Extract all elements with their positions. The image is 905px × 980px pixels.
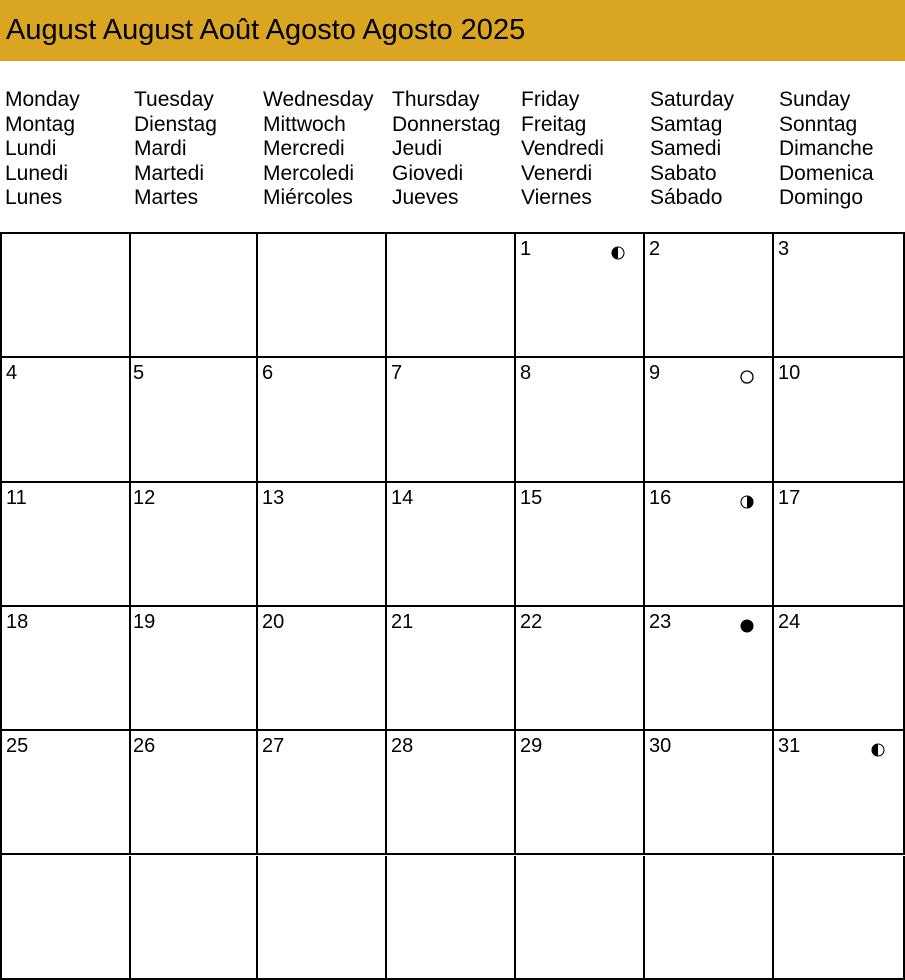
full-moon-icon xyxy=(740,370,754,384)
weekday-name: Dienstag xyxy=(134,112,217,136)
day-number: 21 xyxy=(391,610,414,633)
calendar-empty-cell xyxy=(645,856,774,980)
calendar-day-cell xyxy=(645,483,774,607)
day-number: 15 xyxy=(520,486,543,509)
day-number: 13 xyxy=(262,486,285,509)
calendar-day-cell xyxy=(387,483,516,607)
weekday-name: Venerdi xyxy=(521,161,593,185)
weekday-header-saturday xyxy=(645,88,774,211)
calendar-day-cell xyxy=(2,607,131,731)
weekday-name: Sábado xyxy=(650,186,723,210)
calendar-empty-cell xyxy=(2,856,131,980)
day-number: 16 xyxy=(649,486,672,509)
calendar-header-bar xyxy=(0,0,905,61)
day-number: 30 xyxy=(649,735,672,758)
day-number: 25 xyxy=(6,735,29,758)
weekday-name: Martes xyxy=(134,186,199,210)
day-number: 24 xyxy=(778,610,801,633)
weekday-name: Mittwoch xyxy=(263,112,346,136)
day-number: 8 xyxy=(520,362,532,385)
weekday-header-monday xyxy=(0,88,129,211)
calendar-day-cell xyxy=(387,607,516,731)
weekday-name: Domingo xyxy=(779,186,864,210)
day-number: 18 xyxy=(6,610,29,633)
weekday-name: Montag xyxy=(5,112,76,136)
calendar-day-cell xyxy=(258,731,387,855)
weekday-name: Mardi xyxy=(134,137,187,161)
calendar-day-cell xyxy=(516,731,645,855)
calendar-day-cell xyxy=(2,358,131,482)
weekday-header-tuesday xyxy=(129,88,258,211)
weekday-name: Dimanche xyxy=(779,137,874,161)
day-number: 3 xyxy=(778,238,790,260)
calendar-day-cell xyxy=(2,483,131,607)
calendar-day-cell xyxy=(258,607,387,731)
weekday-name: Jeudi xyxy=(392,137,443,161)
weekday-name: Donnerstag xyxy=(392,112,501,136)
calendar-empty-cell xyxy=(129,234,258,358)
calendar-empty-cell xyxy=(2,234,131,358)
weekday-name: Jueves xyxy=(392,186,459,210)
day-number: 26 xyxy=(133,735,156,758)
weekday-headers xyxy=(0,88,905,218)
calendar-day-cell xyxy=(258,483,387,607)
weekday-name: Sabato xyxy=(650,161,717,185)
calendar-grid xyxy=(0,232,905,980)
weekday-name: Thursday xyxy=(392,88,480,111)
day-number: 5 xyxy=(133,362,145,385)
weekday-name: Viernes xyxy=(521,186,592,210)
day-number: 23 xyxy=(649,610,672,633)
calendar-day-cell xyxy=(645,234,774,358)
weekday-header-wednesday xyxy=(258,88,387,211)
day-number: 20 xyxy=(262,610,285,633)
calendar-empty-cell xyxy=(258,234,387,358)
weekday-name: Giovedi xyxy=(392,161,464,185)
last-quarter-moon-icon xyxy=(740,495,754,509)
calendar-day-cell xyxy=(774,483,905,607)
calendar-day-cell xyxy=(2,731,131,855)
day-number: 10 xyxy=(778,362,801,385)
day-number: 12 xyxy=(133,486,156,509)
day-number: 27 xyxy=(262,735,285,758)
weekday-name: Monday xyxy=(5,88,80,111)
weekday-name: Saturday xyxy=(650,88,735,111)
day-number: 11 xyxy=(6,486,27,509)
weekday-name: Miércoles xyxy=(263,186,353,210)
weekday-name: Mercoledi xyxy=(263,161,355,185)
day-number: 4 xyxy=(6,362,18,385)
weekday-name: Friday xyxy=(521,88,580,111)
calendar-day-cell xyxy=(645,358,774,482)
day-number: 29 xyxy=(520,735,543,758)
calendar-empty-cell xyxy=(516,856,645,980)
day-number: 22 xyxy=(520,610,543,633)
calendar-day-cell xyxy=(387,731,516,855)
weekday-name: Samedi xyxy=(650,137,722,161)
calendar-title: August August Août Agosto Agosto 2025 xyxy=(6,14,526,46)
day-number: 17 xyxy=(778,486,801,509)
calendar-day-cell xyxy=(516,483,645,607)
weekday-name: Vendredi xyxy=(521,137,604,161)
calendar-day-cell xyxy=(129,358,258,482)
day-number: 1 xyxy=(520,238,532,260)
weekday-name: Sunday xyxy=(779,88,851,111)
day-number: 19 xyxy=(133,610,156,633)
weekday-name: Samtag xyxy=(650,112,723,136)
calendar-day-cell xyxy=(129,483,258,607)
day-number: 28 xyxy=(391,735,414,758)
day-number: 31 xyxy=(778,735,801,758)
weekday-name: Martedi xyxy=(134,161,205,185)
weekday-name: Freitag xyxy=(521,112,587,136)
weekday-name: Lunedi xyxy=(5,161,69,185)
weekday-name: Sonntag xyxy=(779,112,858,136)
day-number: 14 xyxy=(391,486,414,509)
calendar-day-cell xyxy=(258,358,387,482)
calendar-empty-cell xyxy=(258,856,387,980)
weekday-name: Tuesday xyxy=(134,88,214,111)
weekday-name: Domenica xyxy=(779,161,874,185)
calendar-day-cell xyxy=(774,234,905,358)
weekday-name: Mercredi xyxy=(263,137,345,161)
weekday-name: Wednesday xyxy=(263,88,374,111)
day-number: 9 xyxy=(649,362,661,385)
first-quarter-moon-icon xyxy=(611,246,625,260)
weekday-header-sunday xyxy=(774,88,903,211)
day-number: 2 xyxy=(649,238,661,260)
calendar-day-cell xyxy=(516,358,645,482)
weekday-name: Lundi xyxy=(5,137,57,161)
calendar-day-cell xyxy=(774,731,905,855)
calendar-day-cell xyxy=(129,731,258,855)
calendar-day-cell xyxy=(645,731,774,855)
calendar-day-cell xyxy=(774,358,905,482)
calendar-day-cell xyxy=(129,607,258,731)
calendar-day-cell xyxy=(645,607,774,731)
first-quarter-moon-icon xyxy=(871,743,885,757)
new-moon-icon xyxy=(740,619,754,633)
calendar-day-cell xyxy=(516,607,645,731)
day-number: 6 xyxy=(262,362,274,385)
weekday-header-thursday xyxy=(387,88,516,211)
calendar-day-cell xyxy=(516,234,645,358)
calendar-day-cell xyxy=(774,607,905,731)
calendar-day-cell xyxy=(387,358,516,482)
calendar-empty-cell xyxy=(129,856,258,980)
weekday-header-friday xyxy=(516,88,645,211)
calendar-empty-cell xyxy=(774,856,905,980)
calendar-empty-cell xyxy=(387,234,516,358)
calendar-empty-cell xyxy=(387,856,516,980)
day-number: 7 xyxy=(391,362,403,385)
weekday-name: Lunes xyxy=(5,186,63,210)
